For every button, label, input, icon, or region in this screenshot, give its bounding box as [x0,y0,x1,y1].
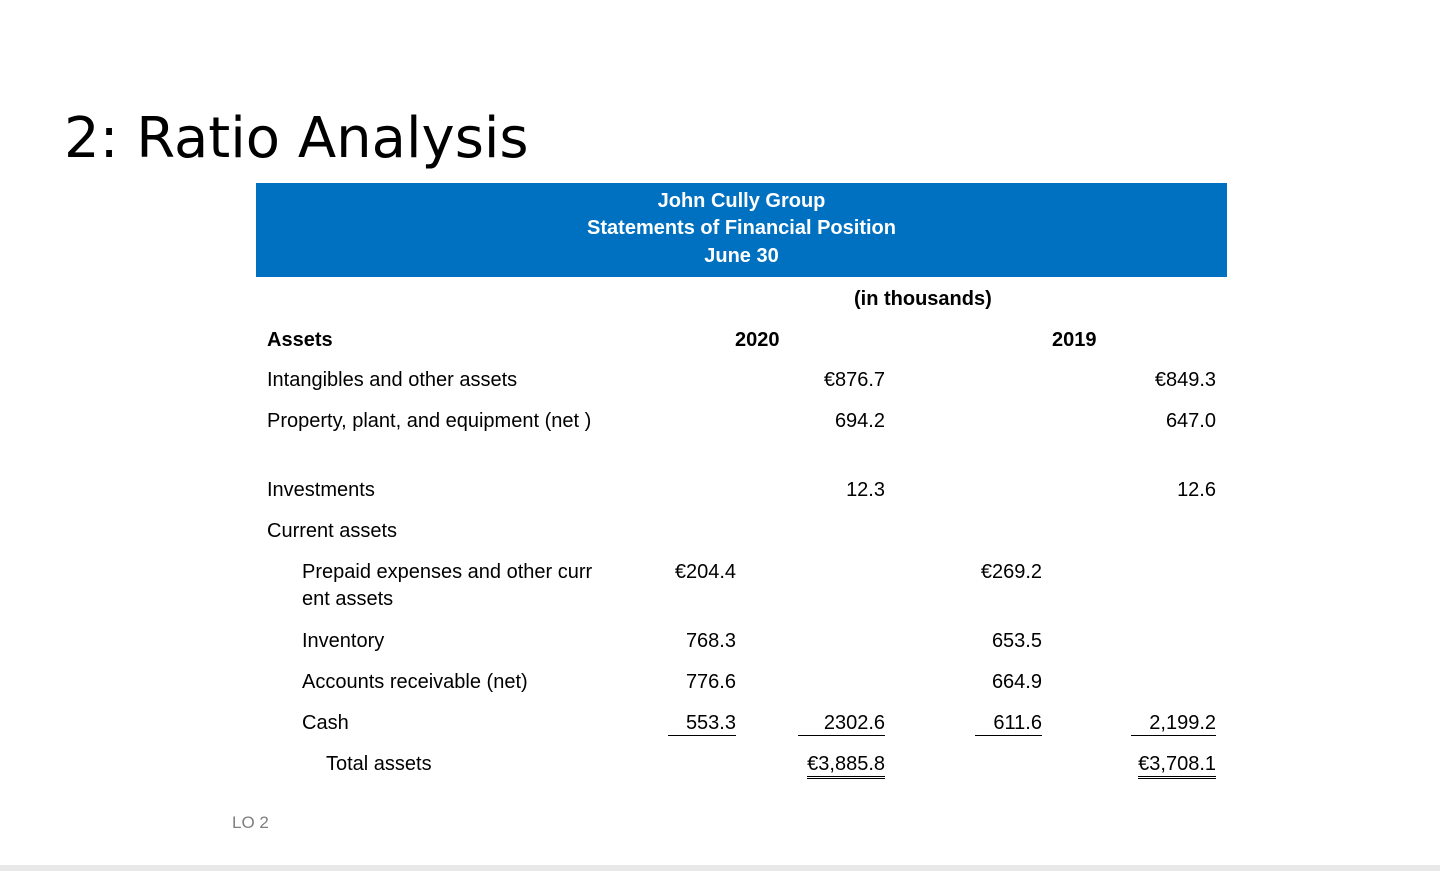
units-label: (in thousands) [854,288,992,310]
total-assets-2019: €3,708.1 [1138,752,1216,779]
row-label-total-assets: Total assets [326,753,432,775]
current-subtotal-2020-cell [798,710,885,737]
assets-heading: Assets [267,329,333,351]
row-label-intangibles: Intangibles and other assets [267,369,518,391]
total-2019-cell [1138,751,1216,779]
intangibles-2019: €849.3 [1154,369,1216,391]
row-label-receivables: Accounts receivable (net) [302,671,528,693]
prepaid-2020: €204.4 [674,561,736,583]
cash-2020: 553.3 [668,711,736,736]
total-assets-2020: €3,885.8 [807,752,885,779]
current-subtotal-2020: 2302.6 [798,711,885,736]
investments-2020: 12.3 [846,479,885,501]
ppe-2020: 694.2 [834,410,885,432]
row-label-investments: Investments [267,479,375,501]
row-label-prepaid: Prepaid expenses and other curr ent assets [302,561,593,610]
row-label-cash: Cash [302,712,349,734]
intangibles-2020: €876.7 [823,369,885,391]
row-label-inventory: Inventory [302,630,385,652]
bottom-divider [0,865,1440,871]
current-subtotal-2019-cell [1131,710,1216,737]
company-name: John Cully Group [657,190,826,212]
row-label-ppe: Property, plant, and equipment (net ) [267,410,592,432]
prepaid-2019: €269.2 [980,561,1042,583]
receivables-2019: 664.9 [991,671,1042,693]
year-2020-heading: 2020 [735,329,780,351]
inventory-2019: 653.5 [991,630,1042,652]
statement-header [256,183,1227,277]
statement-date: June 30 [704,245,779,267]
learning-objective-label: LO 2 [232,813,269,832]
ppe-2019: 647.0 [1165,410,1216,432]
statement-name: Statements of Financial Position [587,217,896,239]
receivables-2020: 776.6 [685,671,736,693]
year-2019-heading: 2019 [1052,329,1097,351]
total-2020-cell [807,751,885,779]
investments-2019: 12.6 [1177,479,1216,501]
cash-2019-cell [975,710,1042,737]
inventory-2020: 768.3 [685,630,736,652]
row-label-current-assets: Current assets [267,520,398,542]
current-subtotal-2019: 2,199.2 [1131,711,1216,736]
cash-2020-cell [668,710,736,737]
slide-title: 2: Ratio Analysis [64,106,529,171]
cash-2019: 611.6 [975,711,1042,736]
